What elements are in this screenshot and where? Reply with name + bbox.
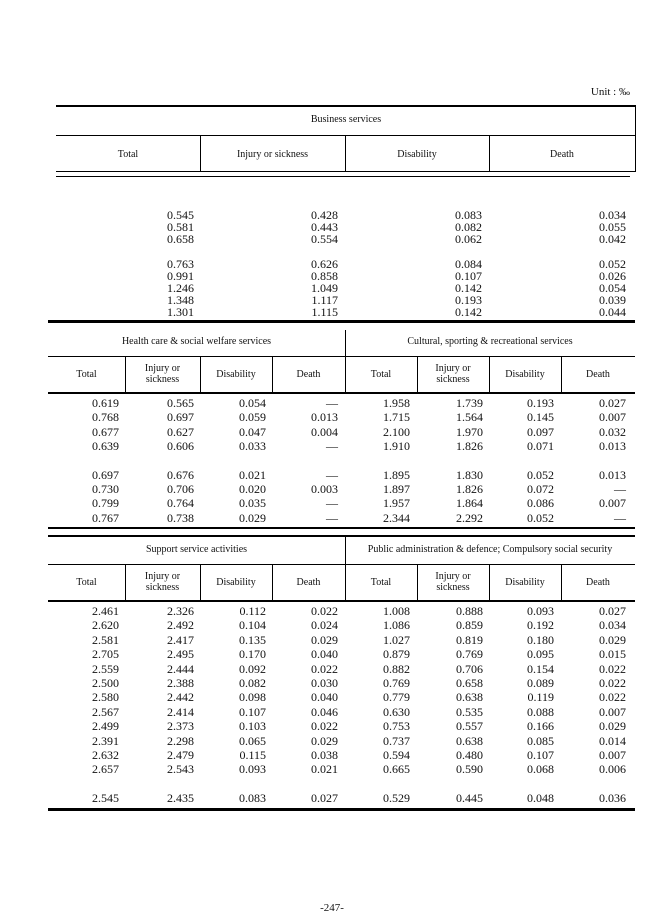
public_admin-cell: 0.022 [599, 676, 626, 690]
health-cell: 0.706 [167, 482, 194, 496]
health-cell: 0.627 [167, 424, 194, 439]
public_admin-cell: 0.769 [456, 647, 483, 662]
business-cell: 0.858 [311, 268, 338, 283]
cultural-cell: 0.052 [527, 467, 554, 482]
public_admin-cell: 0.879 [383, 647, 410, 662]
header-injury: Injury or sickness [435, 363, 471, 385]
support-cell: 0.027 [311, 790, 338, 805]
public_admin-cell: 0.015 [599, 647, 626, 662]
public_admin-cell: 0.529 [383, 790, 410, 805]
rule [48, 320, 635, 323]
business-cell: 1.117 [311, 293, 338, 308]
support-cell: 2.581 [92, 632, 119, 647]
support-cell: 2.298 [167, 733, 194, 748]
cultural-cell: 0.071 [527, 439, 554, 454]
page-number: -247- [320, 902, 344, 914]
public_admin-cell: 0.888 [456, 604, 483, 618]
health-cell: 0.639 [92, 439, 119, 454]
business-cell: 0.054 [599, 281, 626, 295]
public_admin-cell: 0.022 [599, 690, 626, 705]
support-cell: 0.104 [239, 618, 266, 633]
support-cell: 2.545 [92, 790, 119, 805]
cultural-cell: 0.086 [527, 496, 554, 511]
public_admin-cell: 0.088 [527, 704, 554, 719]
public_admin-cell: 0.535 [456, 704, 483, 719]
support-cell: 0.083 [239, 790, 266, 805]
business-cell: 0.082 [455, 220, 482, 235]
business-cell: 0.142 [455, 281, 482, 295]
support-cell: 2.479 [167, 748, 194, 762]
business-cell: 0.039 [599, 293, 626, 308]
health-cell: — [326, 510, 338, 525]
header-injury: Injury or sickness [144, 571, 181, 593]
health-cell: 0.003 [311, 482, 338, 496]
cultural-cell: 0.007 [599, 410, 626, 425]
business-cell: 0.554 [311, 232, 338, 247]
public_admin-cell: 0.029 [599, 632, 626, 647]
health-cell: 0.768 [92, 410, 119, 425]
business-cell: 0.545 [167, 208, 194, 222]
support-cell: 0.107 [239, 704, 266, 719]
header-death: Death [550, 149, 574, 160]
health-cell: 0.033 [239, 439, 266, 454]
rule [48, 527, 635, 529]
public_admin-cell: 0.034 [599, 618, 626, 633]
cultural-cell: 1.715 [383, 410, 410, 425]
support-cell: 0.038 [311, 748, 338, 762]
support-cell: 0.021 [311, 762, 338, 777]
health-cell: 0.606 [167, 439, 194, 454]
support-cell: 0.030 [311, 676, 338, 690]
rule [48, 535, 635, 537]
business-cell: 0.026 [599, 268, 626, 283]
cultural-cell: 2.100 [383, 424, 410, 439]
support-title: Support service activities [145, 544, 248, 555]
support-cell: 0.103 [239, 719, 266, 734]
business-cell: 0.062 [455, 232, 482, 247]
support-cell: 2.414 [167, 704, 194, 719]
business-cell: 0.428 [311, 208, 338, 222]
support-cell: 2.632 [92, 748, 119, 762]
support-cell: 0.040 [311, 690, 338, 705]
public_admin-cell: 0.480 [456, 748, 483, 762]
public_admin-cell: 0.590 [456, 762, 483, 777]
public_admin-cell: 0.630 [383, 704, 410, 719]
public_admin-cell: 0.594 [383, 748, 410, 762]
support-cell: 2.417 [167, 632, 194, 647]
header-injury: Injury or sickness [236, 149, 309, 160]
health-cell: 0.764 [167, 496, 194, 511]
support-cell: 2.543 [167, 762, 194, 777]
public_admin-cell: 0.665 [383, 762, 410, 777]
support-cell: 2.500 [92, 676, 119, 690]
support-cell: 0.098 [239, 690, 266, 705]
business-cell: 1.115 [311, 305, 338, 320]
health-cell: 0.054 [239, 396, 266, 410]
support-cell: 0.092 [239, 661, 266, 676]
health-cell: 0.730 [92, 482, 119, 496]
business-title: Business services [310, 114, 382, 125]
health-cell: 0.697 [92, 467, 119, 482]
public-admin-title: Public administration & defence; Compulsory social security [367, 544, 613, 555]
cultural-cell: 0.007 [599, 496, 626, 511]
public_admin-cell: 0.027 [599, 604, 626, 618]
public_admin-cell: 0.007 [599, 748, 626, 762]
public_admin-cell: 0.882 [383, 661, 410, 676]
cultural-title: Cultural, sporting & recreational services [407, 336, 573, 347]
header-disability: Disability [397, 149, 437, 160]
public_admin-cell: 0.089 [527, 676, 554, 690]
business-cell: 0.055 [599, 220, 626, 235]
header-death: Death [296, 577, 321, 588]
cultural-cell: 1.826 [456, 439, 483, 454]
business-cell: 1.348 [167, 293, 194, 308]
support-cell: 2.657 [92, 762, 119, 777]
support-cell: 2.495 [167, 647, 194, 662]
health-cell: 0.799 [92, 496, 119, 511]
header-disability: Disability [505, 369, 545, 380]
public_admin-cell: 0.706 [456, 661, 483, 676]
cultural-cell: 1.970 [456, 424, 483, 439]
public_admin-cell: 0.557 [456, 719, 483, 734]
rule [48, 600, 635, 602]
support-cell: 2.461 [92, 604, 119, 618]
cultural-cell: — [614, 482, 626, 496]
business-cell: 0.193 [455, 293, 482, 308]
cultural-cell: 1.910 [383, 439, 410, 454]
support-cell: 0.040 [311, 647, 338, 662]
header-disability: Disability [216, 577, 256, 588]
business-cell: 0.142 [455, 305, 482, 320]
support-cell: 2.391 [92, 733, 119, 748]
support-cell: 2.580 [92, 690, 119, 705]
business-cell: 0.443 [311, 220, 338, 235]
support-cell: 2.559 [92, 661, 119, 676]
support-cell: 0.022 [311, 719, 338, 734]
header-death: Death [296, 369, 321, 380]
business-cell: 0.107 [455, 268, 482, 283]
support-cell: 2.435 [167, 790, 194, 805]
business-cell: 0.034 [599, 208, 626, 222]
public_admin-cell: 0.095 [527, 647, 554, 662]
support-cell: 0.022 [311, 604, 338, 618]
public_admin-cell: 0.819 [456, 632, 483, 647]
support-cell: 0.022 [311, 661, 338, 676]
business-cell: 0.044 [599, 305, 626, 320]
header-total: Total [76, 577, 97, 588]
public_admin-cell: 0.638 [456, 690, 483, 705]
support-cell: 2.492 [167, 618, 194, 633]
cultural-cell: 0.032 [599, 424, 626, 439]
cultural-cell: 0.097 [527, 424, 554, 439]
health-cell: — [326, 396, 338, 410]
support-cell: 0.082 [239, 676, 266, 690]
business-cell: 0.581 [167, 220, 194, 235]
health-cell: 0.013 [311, 410, 338, 425]
cultural-cell: 0.013 [599, 439, 626, 454]
cultural-cell: 1.830 [456, 467, 483, 482]
support-cell: 0.115 [239, 748, 266, 762]
public_admin-cell: 0.769 [383, 676, 410, 690]
health-cell: 0.697 [167, 410, 194, 425]
cultural-cell: 1.895 [383, 467, 410, 482]
health-cell: 0.767 [92, 510, 119, 525]
public_admin-cell: 0.093 [527, 604, 554, 618]
cultural-cell: — [614, 510, 626, 525]
cultural-cell: 1.957 [383, 496, 410, 511]
business-cell: 0.042 [599, 232, 626, 247]
support-cell: 2.444 [167, 661, 194, 676]
cultural-cell: 1.897 [383, 482, 410, 496]
cultural-cell: 1.958 [383, 396, 410, 410]
support-cell: 0.112 [239, 604, 266, 618]
support-cell: 2.373 [167, 719, 194, 734]
health-cell: 0.565 [167, 396, 194, 410]
business-cell: 1.246 [167, 281, 194, 295]
public_admin-cell: 0.737 [383, 733, 410, 748]
health-cell: 0.738 [167, 510, 194, 525]
header-total: Total [370, 577, 392, 588]
header-death: Death [586, 369, 610, 380]
header-injury: Injury or sickness [144, 363, 181, 385]
support-cell: 0.065 [239, 733, 266, 748]
header-disability: Disability [505, 577, 545, 588]
health-title: Health care & social welfare services [121, 336, 272, 347]
cultural-cell: 1.564 [456, 410, 483, 425]
business-cell: 1.049 [311, 281, 338, 295]
support-cell: 0.029 [311, 632, 338, 647]
health-cell: 0.020 [239, 482, 266, 496]
header-total: Total [370, 369, 392, 380]
cultural-cell: 2.344 [383, 510, 410, 525]
rule [56, 171, 636, 172]
support-cell: 2.388 [167, 676, 194, 690]
public_admin-cell: 0.085 [527, 733, 554, 748]
cultural-cell: 0.072 [527, 482, 554, 496]
public_admin-cell: 0.638 [456, 733, 483, 748]
health-cell: — [326, 496, 338, 511]
cultural-cell: 1.826 [456, 482, 483, 496]
public_admin-cell: 0.753 [383, 719, 410, 734]
public_admin-cell: 0.859 [456, 618, 483, 633]
cultural-cell: 0.013 [599, 467, 626, 482]
business-cell: 0.084 [455, 256, 482, 271]
rule [56, 105, 636, 107]
support-cell: 0.135 [239, 632, 266, 647]
public_admin-cell: 0.107 [527, 748, 554, 762]
rule [48, 392, 635, 394]
cultural-cell: 1.739 [456, 396, 483, 410]
public_admin-cell: 0.068 [527, 762, 554, 777]
public_admin-cell: 0.154 [527, 661, 554, 676]
business-cell: 0.991 [167, 268, 194, 283]
health-cell: — [326, 439, 338, 454]
public_admin-cell: 0.007 [599, 704, 626, 719]
header-total: Total [76, 369, 97, 380]
support-cell: 0.024 [311, 618, 338, 633]
rule [56, 135, 636, 136]
health-cell: 0.021 [239, 467, 266, 482]
rule [48, 356, 635, 357]
support-cell: 0.170 [239, 647, 266, 662]
health-cell: 0.676 [167, 467, 194, 482]
rule [48, 808, 635, 811]
health-cell: 0.059 [239, 410, 266, 425]
rule [635, 105, 636, 171]
cultural-cell: 0.193 [527, 396, 554, 410]
header-total: Total [117, 149, 139, 160]
header-death: Death [586, 577, 610, 588]
health-cell: 0.004 [311, 424, 338, 439]
public_admin-cell: 0.006 [599, 762, 626, 777]
support-cell: 2.705 [92, 647, 119, 662]
business-cell: 1.301 [167, 305, 194, 320]
rule [56, 176, 630, 177]
support-cell: 2.442 [167, 690, 194, 705]
public_admin-cell: 0.180 [527, 632, 554, 647]
health-cell: 0.047 [239, 424, 266, 439]
unit-label: Unit : ‰ [590, 86, 630, 98]
public_admin-cell: 1.086 [383, 618, 410, 633]
cultural-cell: 0.145 [527, 410, 554, 425]
public_admin-cell: 1.008 [383, 604, 410, 618]
support-cell: 2.326 [167, 604, 194, 618]
public_admin-cell: 0.119 [527, 690, 554, 705]
public_admin-cell: 0.192 [527, 618, 554, 633]
business-cell: 0.083 [455, 208, 482, 222]
public_admin-cell: 0.445 [456, 790, 483, 805]
public_admin-cell: 0.014 [599, 733, 626, 748]
health-cell: — [326, 467, 338, 482]
business-cell: 0.763 [167, 256, 194, 271]
health-cell: 0.029 [239, 510, 266, 525]
header-injury: Injury or sickness [435, 571, 471, 593]
cultural-cell: 2.292 [456, 510, 483, 525]
business-cell: 0.626 [311, 256, 338, 271]
health-cell: 0.035 [239, 496, 266, 511]
public_admin-cell: 0.022 [599, 661, 626, 676]
support-cell: 2.567 [92, 704, 119, 719]
public_admin-cell: 0.779 [383, 690, 410, 705]
support-cell: 0.046 [311, 704, 338, 719]
health-cell: 0.619 [92, 396, 119, 410]
support-cell: 0.093 [239, 762, 266, 777]
cultural-cell: 0.052 [527, 510, 554, 525]
health-cell: 0.677 [92, 424, 119, 439]
public_admin-cell: 1.027 [383, 632, 410, 647]
public_admin-cell: 0.048 [527, 790, 554, 805]
cultural-cell: 0.027 [599, 396, 626, 410]
header-disability: Disability [216, 369, 256, 380]
support-cell: 0.029 [311, 733, 338, 748]
public_admin-cell: 0.166 [527, 719, 554, 734]
support-cell: 2.620 [92, 618, 119, 633]
cultural-cell: 1.864 [456, 496, 483, 511]
business-cell: 0.052 [599, 256, 626, 271]
rule [48, 564, 635, 565]
business-cell: 0.658 [167, 232, 194, 247]
public_admin-cell: 0.658 [456, 676, 483, 690]
public_admin-cell: 0.029 [599, 719, 626, 734]
support-cell: 2.499 [92, 719, 119, 734]
public_admin-cell: 0.036 [599, 790, 626, 805]
